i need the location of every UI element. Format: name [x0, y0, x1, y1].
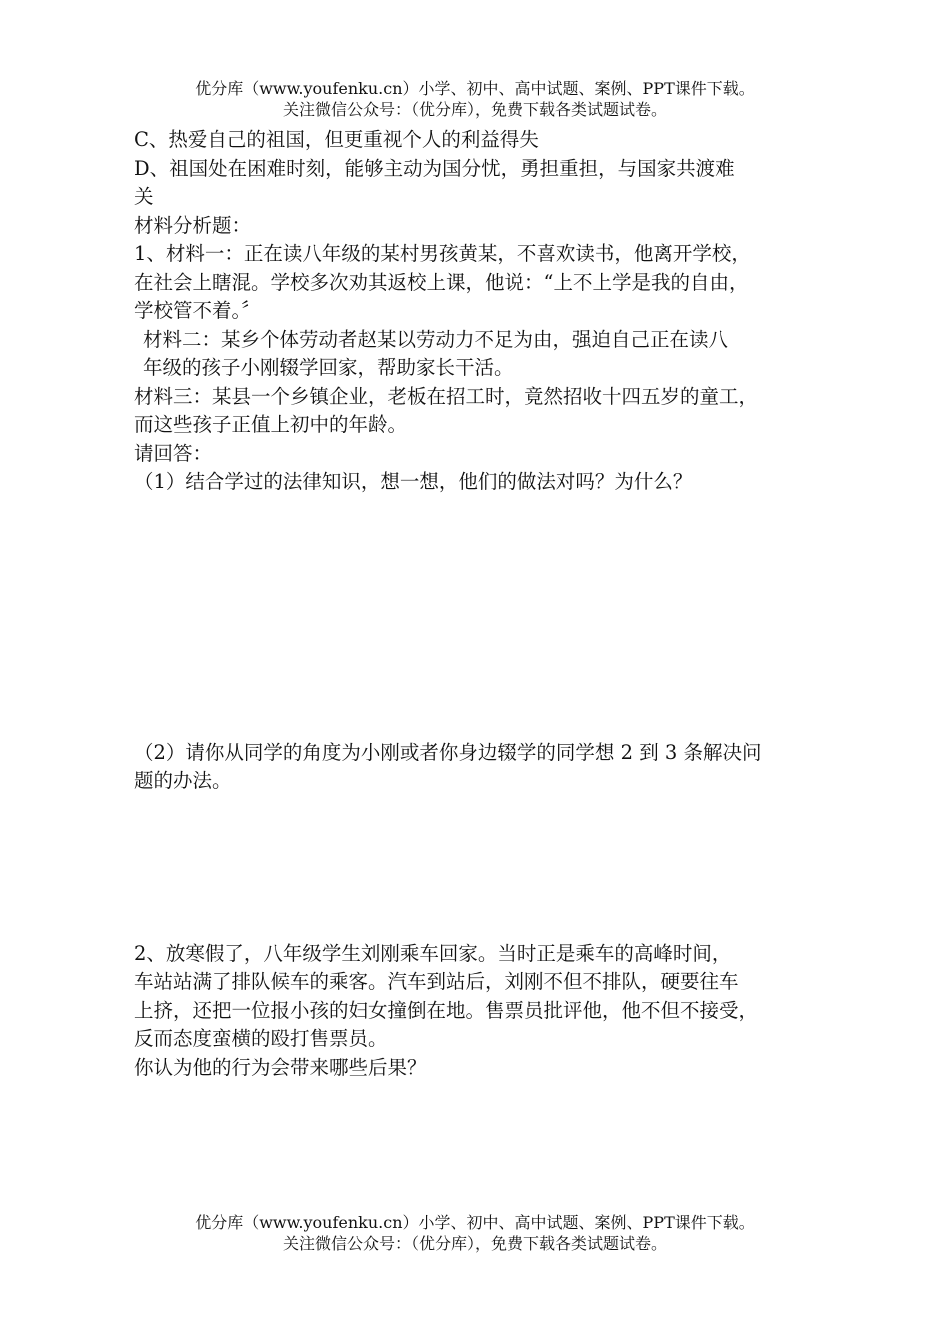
option-d-line-1: D、祖国处在困难时刻，能够主动为国分忧，勇担重担，与国家共渡难 [134, 156, 735, 180]
material-3-line-1: 材料三：某县一个乡镇企业，老板在招工时，竟然招收十四五岁的童工， [134, 384, 759, 408]
question-2-line-3: 上挤，还把一位报小孩的妇女撞倒在地。售票员批评他，他不但不接受， [134, 998, 759, 1022]
sub-question-2-line-1: （2）请你从同学的角度为小刚或者你身边辍学的同学想 2 到 3 条解决问 [134, 740, 762, 764]
footer-line-2: 关注微信公众号：（优分库），免费下载各类试题试卷。 [282, 1234, 667, 1253]
sub-question-2-line-2: 题的办法。 [134, 769, 232, 792]
section-title: 材料分析题： [134, 213, 252, 237]
answer-prompt: 请回答： [134, 441, 213, 465]
question-2-line-4: 反而态度蛮横的殴打售票员。 [134, 1027, 388, 1050]
option-c: C、热爱自己的祖国，但更重视个人的利益得失 [134, 128, 539, 151]
page-footer [0, 1212, 950, 1254]
header-line-2: 关注微信公众号：（优分库），免费下载各类试题试卷。 [282, 100, 667, 119]
document-body [134, 126, 834, 1082]
material-2-line-2: 年级的孩子小刚辍学回家，帮助家长干活。 [143, 356, 514, 379]
page-header [0, 78, 950, 120]
sub-question-1: （1）结合学过的法律知识，想一想，他们的做法对吗？为什么？ [134, 470, 693, 493]
footer-line-1: 优分库（www.youfenku.cn）小学、初中、高中试题、案例、PPT课件下载。 [195, 1213, 755, 1232]
material-2-line-1: 材料二：某乡个体劳动者赵某以劳动力不足为由，强迫自己正在读八 [143, 327, 729, 351]
question-2-line-2: 车站站满了排队候车的乘客。汽车到站后，刘刚不但不排队，硬要往车 [134, 970, 739, 993]
material-1-line-2: 在社会上瞎混。学校多次劝其返校上课，他说：“上不上学是我的自由， [134, 270, 749, 294]
material-1-line-3: 学校管不着。〞 [134, 299, 261, 322]
option-d-line-2: 关 [134, 185, 154, 208]
header-line-1: 优分库（www.youfenku.cn）小学、初中、高中试题、案例、PPT课件下载。 [195, 79, 755, 98]
material-1-line-1: 1、材料一：正在读八年级的某村男孩黄某，不喜欢读书，他离开学校， [134, 242, 751, 265]
material-3-line-2: 而这些孩子正值上初中的年龄。 [134, 413, 408, 436]
question-2-line-1: 2、放寒假了，八年级学生刘刚乘车回家。当时正是乘车的高峰时间， [134, 941, 732, 965]
question-2-prompt: 你认为他的行为会带来哪些后果？ [134, 1055, 427, 1079]
